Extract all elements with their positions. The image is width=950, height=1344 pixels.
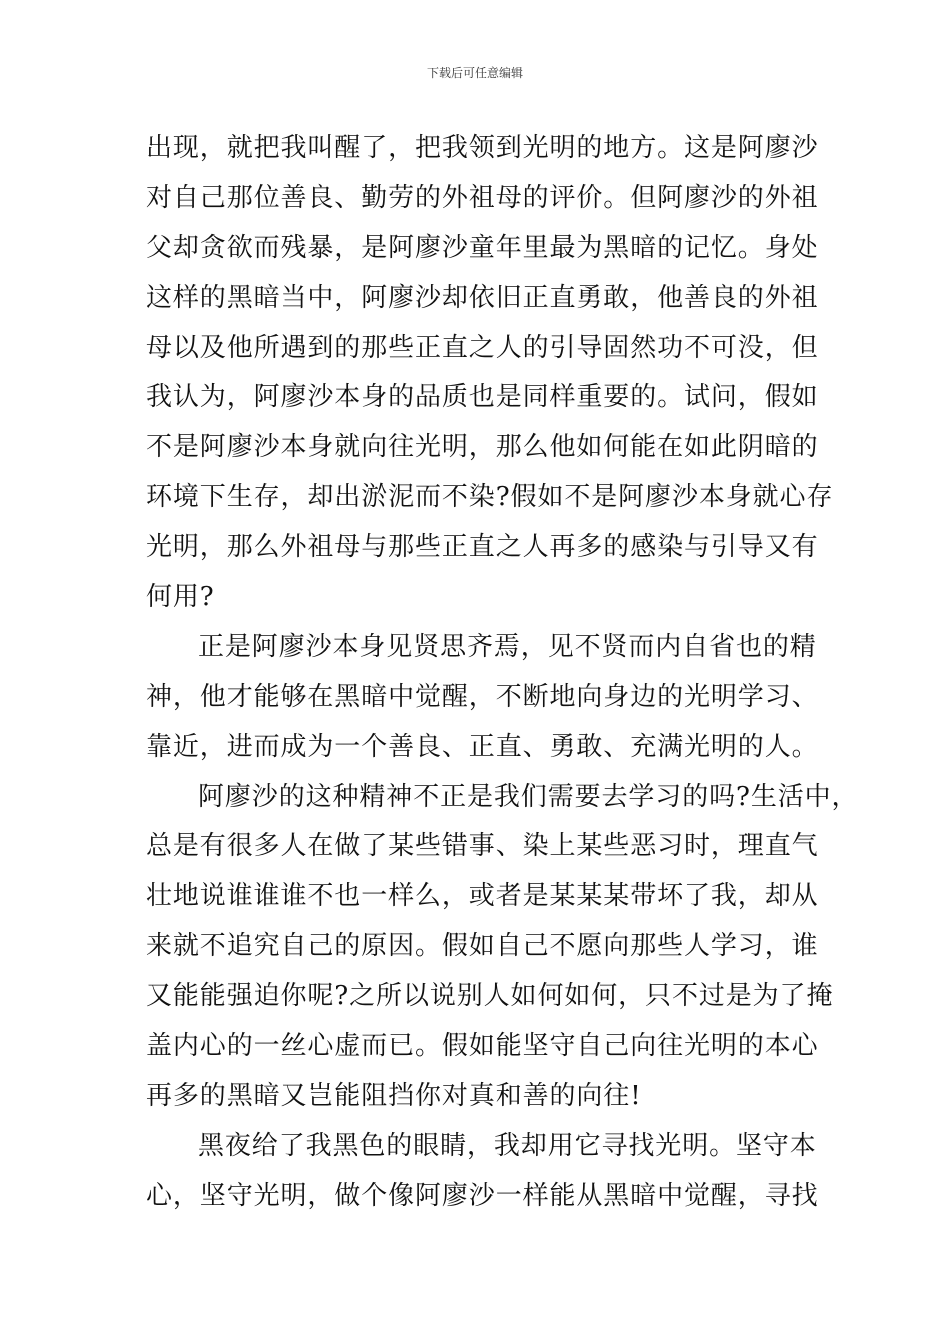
- page-header: 下载后可任意编辑: [426, 66, 523, 80]
- text-line: 我认为，阿廖沙本身的品质也是同样重要的。试问，假如: [146, 382, 819, 413]
- text-line: 再多的黑暗又岂能阻挡你对真和善的向往!: [146, 1080, 642, 1111]
- text-line: 壮地说谁谁谁不也一样么，或者是某某某带坏了我，却从: [146, 881, 819, 912]
- text-line: 母以及他所遇到的那些正直之人的引导固然功不可没，但: [146, 332, 819, 363]
- text-line: 又能能强迫你呢?之所以说别人如何如何，只不过是为了掩: [146, 981, 834, 1012]
- text-line: 来就不追究自己的原因。假如自己不愿向那些人学习，谁: [146, 931, 819, 962]
- text-line: 盖内心的一丝心虚而已。假如能坚守自己向往光明的本心: [146, 1031, 819, 1062]
- text-line: 总是有很多人在做了某些错事、染上某些恶习时，理直气: [146, 831, 819, 862]
- text-line: 神，他才能够在黑暗中觉醒，不断地向身边的光明学习、: [146, 681, 819, 712]
- text-line: 这样的黑暗当中，阿廖沙却依旧正直勇敢，他善良的外祖: [146, 282, 819, 313]
- text-line: 不是阿廖沙本身就向往光明，那么他如何能在如此阴暗的: [146, 432, 819, 463]
- text-line: 何用?: [146, 582, 215, 613]
- document-body: [146, 124, 859, 1222]
- text-line: 对自己那位善良、勤劳的外祖母的评价。但阿廖沙的外祖: [146, 182, 819, 213]
- paragraph-first-line: 正是阿廖沙本身见贤思齐焉，见不贤而内自省也的精: [198, 631, 817, 662]
- text-line: 心，坚守光明，做个像阿廖沙一样能从黑暗中觉醒，寻找: [146, 1180, 819, 1211]
- paragraph-first-line: 阿廖沙的这种精神不正是我们需要去学习的吗?生活中，: [198, 781, 859, 812]
- text-line: 靠近，进而成为一个善良、正直、勇敢、充满光明的人。: [146, 731, 819, 762]
- text-line: 父却贪欲而残暴，是阿廖沙童年里最为黑暗的记忆。身处: [146, 232, 819, 263]
- text-line: 出现，就把我叫醒了，把我领到光明的地方。这是阿廖沙: [146, 133, 819, 163]
- text-line: 环境下生存，却出淤泥而不染?假如不是阿廖沙本身就心存: [146, 482, 834, 513]
- text-line: 光明，那么外祖母与那些正直之人再多的感染与引导又有: [146, 532, 819, 563]
- paragraph-first-line: 黑夜给了我黑色的眼睛，我却用它寻找光明。坚守本: [198, 1130, 817, 1161]
